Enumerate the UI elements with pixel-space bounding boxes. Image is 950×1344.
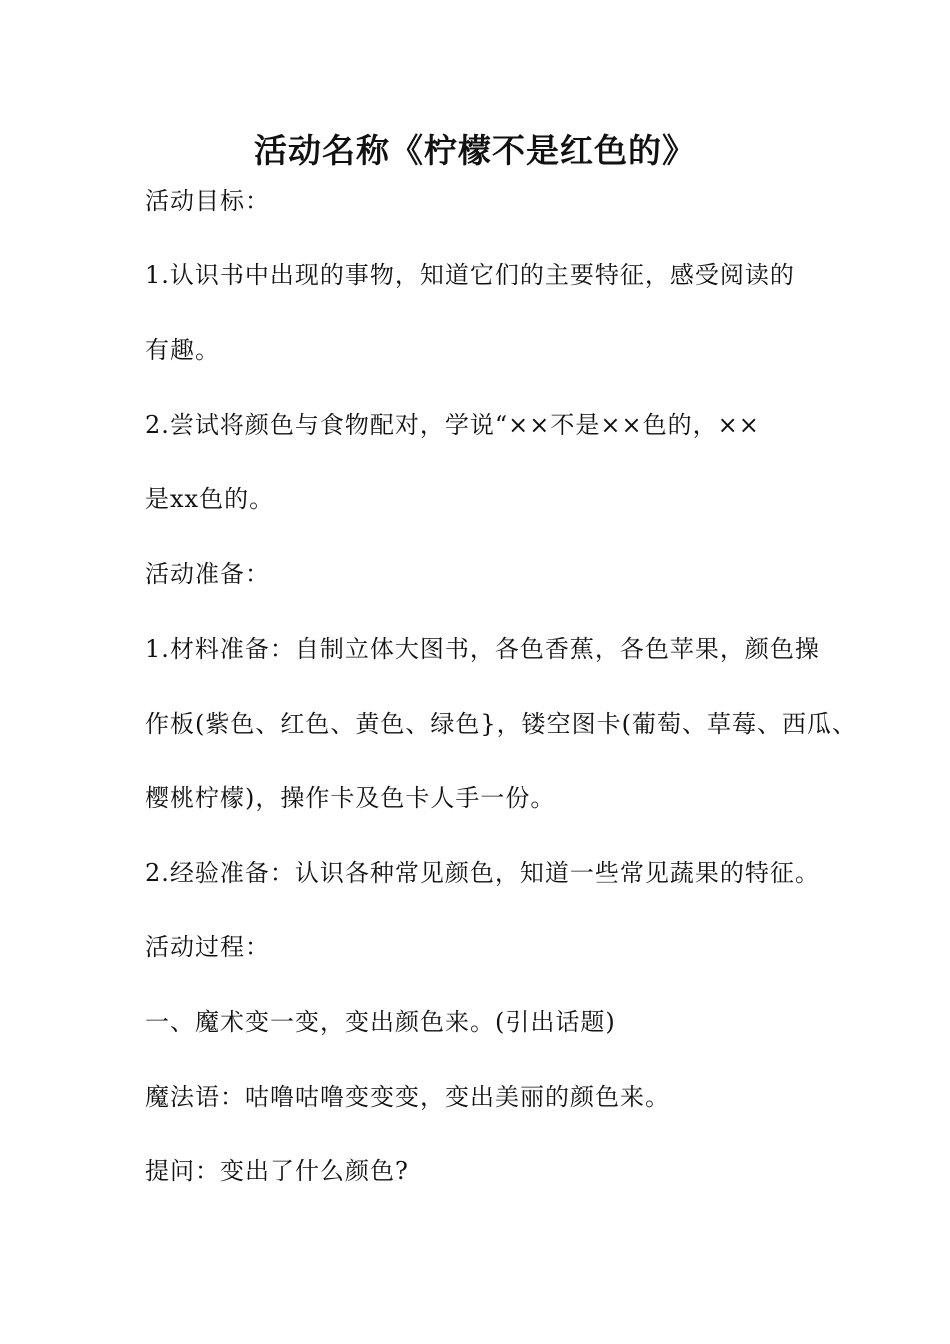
paragraph-line: 作板(紫色、红色、黄色、绿色}，镂空图卡(葡萄、草莓、西瓜、 [145, 710, 857, 738]
paragraph-line: 2.经验准备：认识各种常见颜色，知道一些常见蔬果的特征。 [145, 859, 820, 887]
paragraph-line: 有趣。 [145, 336, 220, 364]
document-title: 活动名称《柠檬不是红色的》 [254, 131, 696, 170]
paragraph-line: 是xx色的。 [145, 485, 275, 513]
paragraph-line: 1.材料准备：自制立体大图书，各色香蕉，各色苹果，颜色操 [145, 635, 820, 663]
section-heading-process: 活动过程： [145, 933, 270, 961]
paragraph-line: 提问：变出了什么颜色? [145, 1157, 409, 1185]
paragraph-line: 2.尝试将颜色与食物配对，学说“××不是××色的，×× [145, 411, 760, 439]
paragraph-line: 一、魔术变一变，变出颜色来。(引出话题) [145, 1008, 616, 1036]
section-heading-goals: 活动目标： [145, 187, 270, 215]
paragraph-line: 樱桃柠檬)，操作卡及色卡人手一份。 [145, 784, 556, 812]
paragraph-line: 1.认识书中出现的事物，知道它们的主要特征，感受阅读的 [145, 261, 795, 289]
paragraph-line: 魔法语：咕噜咕噜变变变，变出美丽的颜色来。 [145, 1083, 670, 1111]
section-heading-preparation: 活动准备： [145, 560, 270, 588]
